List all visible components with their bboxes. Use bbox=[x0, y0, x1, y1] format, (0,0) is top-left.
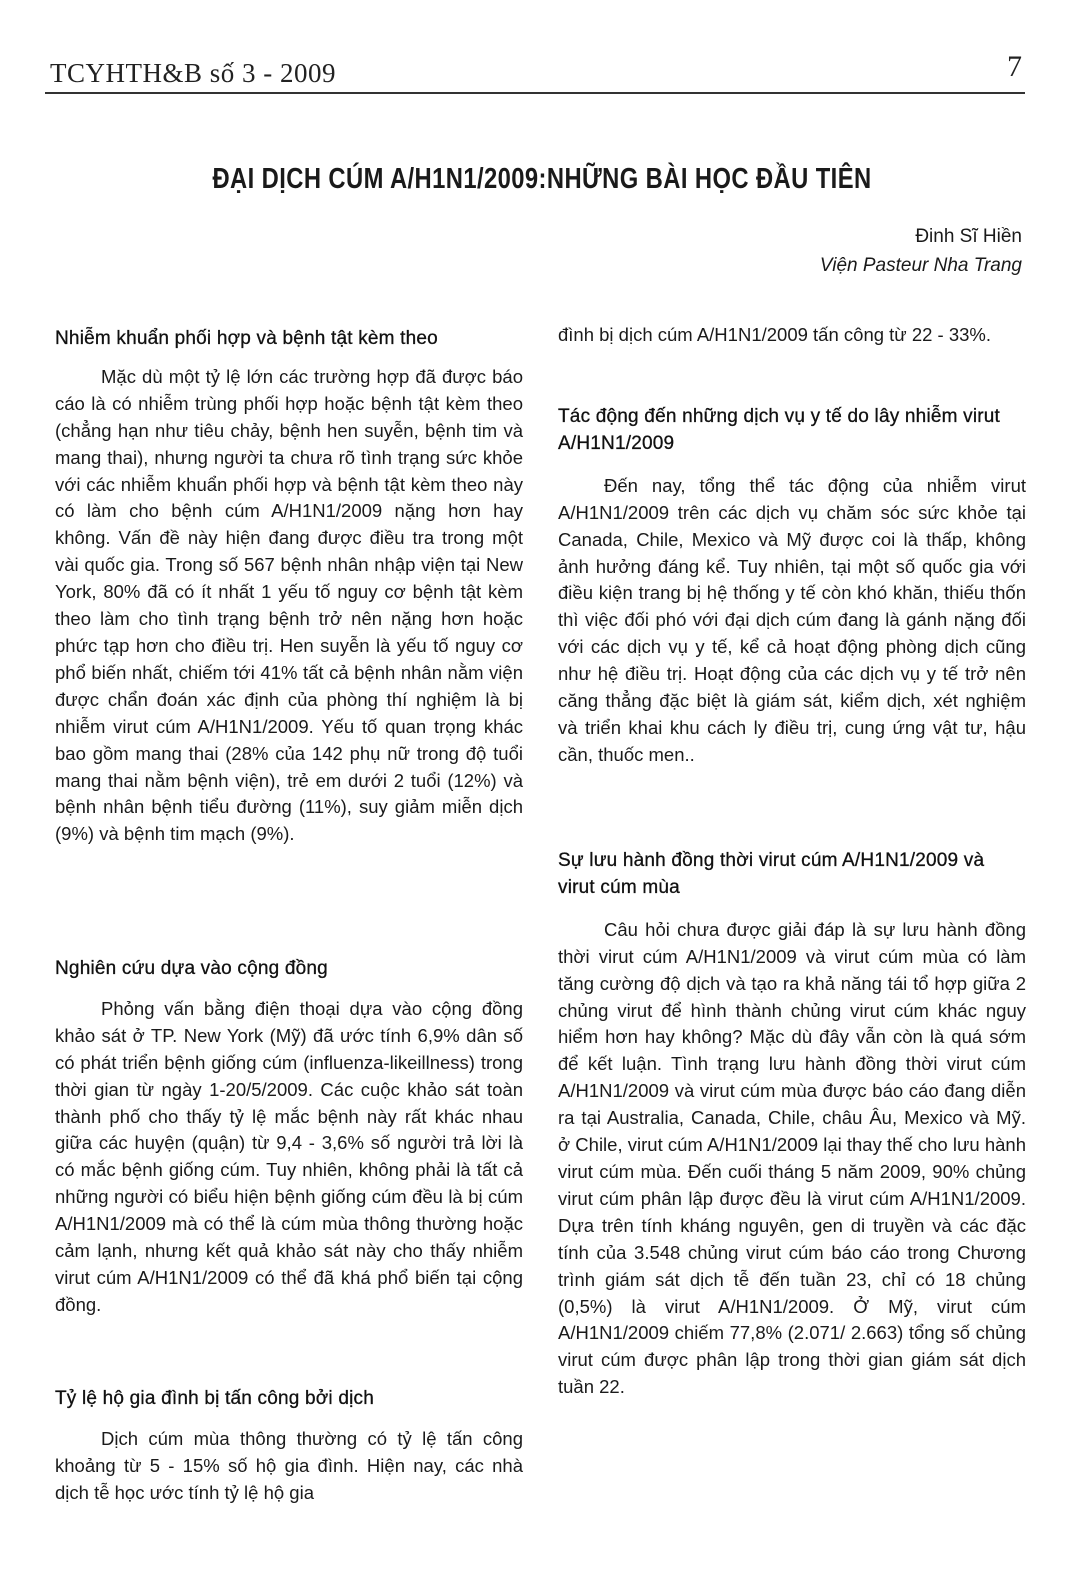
section-heading: Nghiên cứu dựa vào cộng đồng bbox=[55, 958, 328, 979]
section-heading: Tỷ lệ hộ gia đình bị tấn công bởi dịch bbox=[55, 1388, 374, 1409]
article-title: ĐẠI DỊCH CÚM A/H1N1/2009:NHỮNG BÀI HỌC ĐẦU TIÊN bbox=[212, 163, 872, 195]
section-heading: Nhiễm khuẩn phối hợp và bệnh tật kèm theo bbox=[55, 328, 438, 349]
page-number: 7 bbox=[1007, 50, 1022, 83]
section-health-services bbox=[558, 404, 1026, 769]
section-paragraph: Mặc dù một tỷ lệ lớn các trường hợp đã được báo cáo là có nhiễm trùng phối hợp hoặc bệnh tật kèm theo (chẳng hạn như tiêu chảy, bệnh hen suyễn, bệnh tim và mang thai), nhưng người ta chưa rõ tình trạng sức khỏe với các nhiễm khuẩn phối hợp và bệnh tật kèm theo này có làm cho bệnh cúm A/H1N1/2009 nặng hơn hay không. Vấn đề này hiện đang được điều tra trong một vài quốc gia. Trong số 567 bệnh nhân nhập viện tại New York, 80% đã có ít nhất 1 yếu tố nguy cơ bệnh tật kèm theo làm cho tình trạng bệnh trở nên nặng hơn hoặc phức tạp hơn cho điều trị. Hen suyễn là yếu tố nguy cơ phổ biến nhất, chiếm tới 41% tất cả bệnh nhân nằm viện được chẩn đoán xác định của phòng thí nghiệm là bị nhiễm virut cúm A/H1N1/2009. Yếu tố quan trọng khác bao gồm mang thai (28% của 142 phụ nữ trong độ tuổi mang thai nằm bệnh viện), trẻ em dưới 2 tuổi (12%) và bệnh nhân bệnh tiểu đường (11%), suy giảm miễn dịch (9%) và bệnh tim mạch (9%). bbox=[55, 365, 523, 845]
section-community-study bbox=[55, 956, 523, 1319]
section-paragraph: Phỏng vấn bằng điện thoại dựa vào cộng đồng khảo sát ở TP. New York (Mỹ) đã ước tính 6,9% dân số có phát triển bệnh giống cúm (influenza-likeillness) trong thời gian từ ngày 1-20/5/2009. Các cuộc khảo sát toàn thành phố cho thấy tỷ lệ mắc bệnh này rất khác nhau giữa các huyện (quận) từ 9,4 - 3,6% số người trả lời là có mắc bệnh giống cúm. Tuy nhiên, không phải là tất cả những người có biểu hiện bệnh giống cúm đều là bị cúm A/H1N1/2009 mà có thể là cúm mùa thông thường hoặc cảm lạnh, nhưng kết quả khảo sát này cho thấy nhiễm virut cúm A/H1N1/2009 có thể đã khá phổ biến tại cộng đồng. bbox=[55, 997, 523, 1315]
journal-header: TCYHTH&B số 3 - 2009 bbox=[50, 58, 336, 88]
header-rule bbox=[45, 92, 1025, 94]
section-household-attack-continued bbox=[558, 322, 1026, 349]
article-author: Đinh Sĩ Hiền bbox=[915, 226, 1022, 247]
section-heading: Sự lưu hành đồng thời virut cúm A/H1N1/2009 và virut cúm mùa bbox=[558, 850, 985, 898]
section-household-attack bbox=[55, 1386, 523, 1507]
article-affiliation: Viện Pasteur Nha Trang bbox=[819, 255, 1022, 276]
section-paragraph-continuation: đình bị dịch cúm A/H1N1/2009 tấn công từ 22 - 33%. bbox=[558, 324, 992, 345]
section-paragraph: Dịch cúm mùa thông thường có tỷ lệ tấn công khoảng từ 5 - 15% số hộ gia đình. Hiện nay, các nhà dịch tễ học ước tính tỷ lệ hộ gia bbox=[55, 1427, 523, 1503]
section-heading: Tác động đến những dịch vụ y tế do lây nhiễm virut A/H1N1/2009 bbox=[558, 406, 1001, 454]
section-coinfection bbox=[55, 326, 523, 848]
section-paragraph: Câu hỏi chưa được giải đáp là sự lưu hành đồng thời virut cúm A/H1N1/2009 và virut cúm mùa có làm tăng cường độ dịch và tạo ra khả năng tái tổ hợp giữa 2 chủng virut để hình thành chủng virut cúm khác nguy hiểm hơn hay không? Mặc dù đây vẫn còn là quá sớm để kết luận. Tình trạng lưu hành đồng thời virut cúm A/H1N1/2009 và virut cúm mùa được báo cáo đang diễn ra tại Australia, Canada, Chile, châu Âu, Mexico và Mỹ. ở Chile, virut cúm A/H1N1/2009 lại thay thế cho lưu hành virut cúm mùa. Đến cuối tháng 5 năm 2009, 90% chủng virut cúm phân lập được đều là virut cúm A/H1N1/2009. Dựa trên tính kháng nguyên, gen di truyền và các đặc tính của 3.548 chủng virut cúm báo cáo trong Chương trình giám sát dịch tễ đến tuần 23, chỉ có 18 chủng (0,5%) là virut A/H1N1/2009. Ở Mỹ, virut cúm A/H1N1/2009 chiếm 77,8% (2.071/ 2.663) tổng số chủng virut cúm được phân lập trong thời gian giám sát dịch tuần 22. bbox=[558, 918, 1026, 1398]
section-paragraph: Đến nay, tổng thể tác động của nhiễm virut A/H1N1/2009 trên các dịch vụ chăm sóc sức khỏe tại Canada, Chile, Mexico và Mỹ được coi là thấp, không ảnh hưởng đáng kể. Tuy nhiên, tại một số quốc gia với điều kiện trang bị hệ thống y tế còn khó khăn, thiếu thốn thì việc đối phó với đại dịch cúm đang là gánh nặng đối với các dịch vụ y tế, kể cả hoạt động phòng dịch cũng như hệ điều trị. Hoạt động của các dịch vụ y tế trở nên căng thẳng đặc biệt là giám sát, kiểm dịch, xét nghiệm và triển khai khu cách ly điều trị, cung ứng vật tư, hậu cần, thuốc men.. bbox=[558, 474, 1026, 765]
section-cocirculation bbox=[558, 848, 1026, 1401]
